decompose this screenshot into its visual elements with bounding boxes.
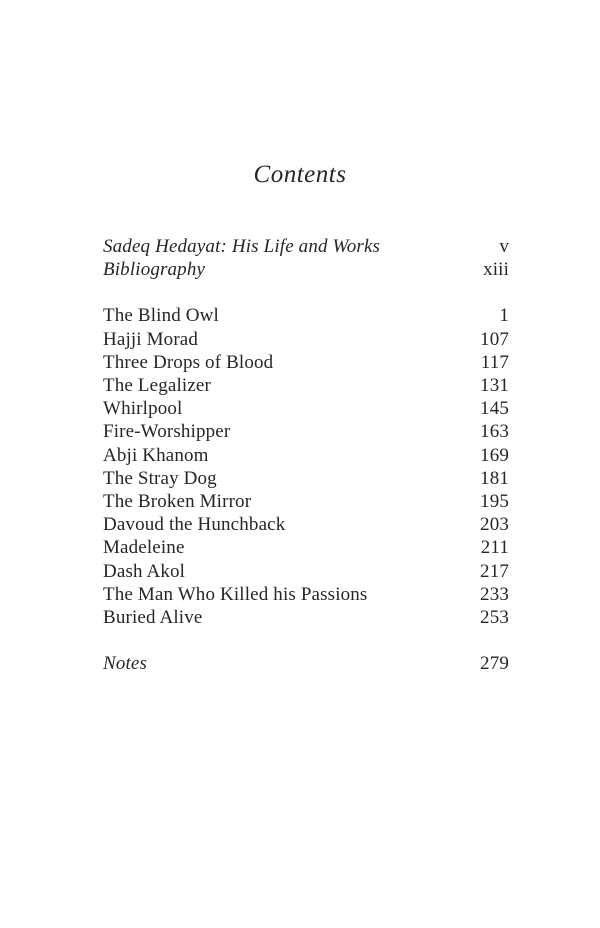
toc-entry-title: Bibliography <box>103 259 206 281</box>
toc-entry-page: 211 <box>480 537 509 559</box>
toc-row <box>103 351 509 374</box>
toc-entry-page: 233 <box>480 583 509 605</box>
toc-entry-title: Sadeq Hedayat: His Life and Works <box>103 236 381 257</box>
toc-entry-page: 163 <box>480 421 509 443</box>
toc-row <box>103 583 509 606</box>
toc-entry-page: 217 <box>480 560 509 582</box>
toc-row <box>103 444 509 467</box>
toc-row <box>103 490 509 513</box>
toc-row <box>103 536 509 559</box>
toc-entry-title: The Stray Dog <box>103 467 217 489</box>
toc-entry-page: 169 <box>480 444 509 466</box>
toc-row <box>103 467 509 490</box>
toc-row <box>103 560 509 583</box>
toc-row <box>103 374 509 397</box>
toc-entry-title: Hajji Morad <box>103 328 199 350</box>
toc-entry-title: Davoud the Hunchback <box>103 514 286 536</box>
toc-entry-page: 1 <box>499 305 509 327</box>
toc-entry-page: 107 <box>480 328 509 350</box>
toc-entry-title: Dash Akol <box>103 560 186 582</box>
toc-row <box>103 397 509 420</box>
toc-entry-page: 181 <box>480 467 509 489</box>
toc-front-matter <box>103 235 509 281</box>
toc-entry-title: Three Drops of Blood <box>103 351 274 373</box>
toc-entry-title: The Blind Owl <box>103 305 219 327</box>
toc-row <box>103 328 509 351</box>
toc-back-matter <box>103 652 509 675</box>
toc-row <box>103 258 509 281</box>
toc-entry-page: 195 <box>480 491 509 513</box>
page-title: Contents <box>253 161 347 188</box>
toc-row <box>103 304 509 327</box>
toc-entry-title: Whirlpool <box>103 398 183 420</box>
toc-entry-title: Notes <box>103 653 148 675</box>
toc-entry-title: Madeleine <box>103 537 185 559</box>
toc-row <box>103 420 509 443</box>
toc-entry-page: 117 <box>480 351 509 373</box>
toc-entry-title: Fire-Worshipper <box>103 421 231 443</box>
table-of-contents <box>103 235 509 675</box>
toc-row <box>103 235 509 258</box>
toc-entry-page: 279 <box>480 653 509 675</box>
toc-entry-page: 131 <box>480 375 509 397</box>
toc-entry-page: 203 <box>480 514 509 536</box>
toc-story-list <box>103 304 509 629</box>
toc-entry-title: Abji Khanom <box>103 444 209 466</box>
toc-row <box>103 606 509 629</box>
toc-entry-title: The Legalizer <box>103 375 211 397</box>
toc-row <box>103 513 509 536</box>
toc-entry-page: xiii <box>483 259 509 281</box>
toc-entry-title: Buried Alive <box>103 607 203 629</box>
toc-entry-page: 145 <box>480 398 509 420</box>
toc-entry-page: v <box>499 236 509 257</box>
toc-entry-page: 253 <box>480 607 509 629</box>
toc-entry-title: The Broken Mirror <box>103 491 252 513</box>
toc-row <box>103 652 509 675</box>
toc-entry-title: The Man Who Killed his Passions <box>103 583 368 605</box>
